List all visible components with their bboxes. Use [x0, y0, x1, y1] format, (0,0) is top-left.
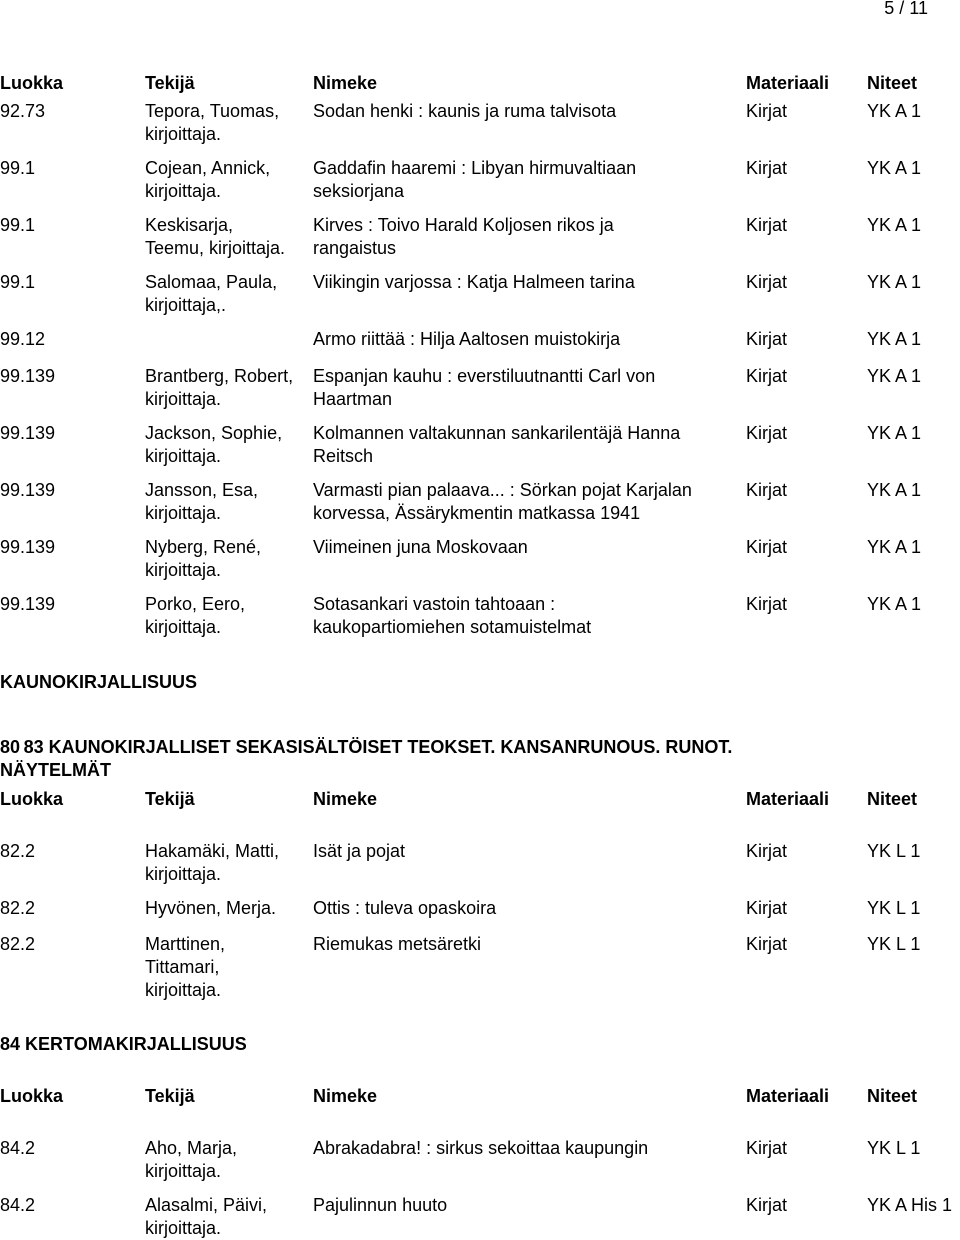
cell-nimeke-line: Isät ja pojat: [313, 841, 406, 861]
cell-niteet: YK L 1: [867, 841, 921, 861]
cell-nimeke: [313, 365, 655, 411]
header-materiaali: Materiaali: [746, 73, 830, 93]
cell-nimeke: [313, 328, 620, 351]
cell-nimeke: [313, 1194, 447, 1217]
cell-nimeke-line: Pajulinnun huuto: [313, 1195, 448, 1215]
cell-tekija-line: kirjoittaja,.: [145, 295, 227, 315]
header-niteet: Niteet: [867, 789, 918, 809]
cell-luokka: 82.2: [0, 841, 36, 861]
cell-tekija-line: Cojean, Annick,: [145, 158, 271, 178]
cell-niteet: YK A 1: [867, 101, 922, 121]
cell-luokka: 99.139: [0, 480, 56, 500]
cell-niteet: YK A His 1: [867, 1195, 953, 1215]
cell-nimeke: [313, 1137, 648, 1160]
cell-nimeke-line: Reitsch: [313, 446, 374, 466]
cell-nimeke-line: Espanjan kauhu : everstiluutnantti Carl von: [313, 366, 656, 386]
cell-tekija-line: Nyberg, René,: [145, 537, 262, 557]
cell-materiaali: Kirjat: [746, 537, 788, 557]
cell-nimeke-line: seksiorjana: [313, 181, 405, 201]
cell-nimeke-line: Kirves : Toivo Harald Koljosen rikos ja: [313, 215, 614, 235]
cell-nimeke-line: Ottis : tuleva opaskoira: [313, 898, 497, 918]
section-heading-84: 84 KERTOMAKIRJALLISUUS: [0, 1034, 247, 1054]
header-luokka: Luokka: [0, 1086, 64, 1106]
cell-tekija-line: Brantberg, Robert,: [145, 366, 294, 386]
cell-materiaali: Kirjat: [746, 329, 788, 349]
cell-luokka: 92.73: [0, 101, 46, 121]
cell-nimeke-line: Haartman: [313, 389, 393, 409]
cell-nimeke-line: korvessa, Ässärykmentin matkassa 1941: [313, 503, 641, 523]
cell-tekija-line: kirjoittaja.: [145, 980, 222, 1000]
cell-tekija: [145, 840, 279, 886]
cell-nimeke-line: Riemukas metsäretki: [313, 934, 482, 954]
cell-nimeke: [313, 933, 481, 956]
cell-niteet: YK A 1: [867, 480, 922, 500]
cell-materiaali: Kirjat: [746, 366, 788, 386]
cell-tekija-line: kirjoittaja.: [145, 124, 222, 144]
cell-tekija: [145, 365, 293, 411]
cell-tekija: [145, 1194, 267, 1240]
cell-niteet: YK A 1: [867, 158, 922, 178]
cell-materiaali: Kirjat: [746, 158, 788, 178]
header-luokka: Luokka: [0, 73, 64, 93]
header-tekija: Tekijä: [145, 789, 195, 809]
header-tekija: Tekijä: [145, 1086, 195, 1106]
cell-luokka: 99.139: [0, 594, 56, 614]
cell-tekija-line: Teemu, kirjoittaja.: [145, 238, 286, 258]
cell-materiaali: Kirjat: [746, 1138, 788, 1158]
cell-materiaali: Kirjat: [746, 101, 788, 121]
header-niteet: Niteet: [867, 73, 918, 93]
cell-niteet: YK A 1: [867, 423, 922, 443]
cell-nimeke: [313, 840, 405, 863]
cell-tekija-line: kirjoittaja.: [145, 181, 222, 201]
cell-tekija: [145, 897, 276, 920]
cell-tekija-line: Hyvönen, Merja.: [145, 898, 277, 918]
header-luokka: Luokka: [0, 789, 64, 809]
header-materiaali: Materiaali: [746, 1086, 830, 1106]
cell-nimeke-line: Kolmannen valtakunnan sankarilentäjä Hanna: [313, 423, 681, 443]
cell-nimeke-line: rangaistus: [313, 238, 397, 258]
cell-tekija-line: kirjoittaja.: [145, 446, 222, 466]
cell-niteet: YK A 1: [867, 366, 922, 386]
header-niteet: Niteet: [867, 1086, 918, 1106]
cell-luokka: 99.12: [0, 329, 46, 349]
cell-niteet: YK L 1: [867, 898, 921, 918]
cell-tekija: [145, 100, 279, 146]
cell-materiaali: Kirjat: [746, 594, 788, 614]
cell-luokka: 99.1: [0, 215, 36, 235]
cell-nimeke: [313, 422, 680, 468]
cell-nimeke-line: Viimeinen juna Moskovaan: [313, 537, 528, 557]
cell-tekija: [145, 271, 277, 317]
header-materiaali: Materiaali: [746, 789, 830, 809]
cell-luokka: 82.2: [0, 898, 36, 918]
cell-luokka: 99.1: [0, 272, 36, 292]
cell-materiaali: Kirjat: [746, 480, 788, 500]
cell-materiaali: Kirjat: [746, 1195, 788, 1215]
section-heading-kaunokirjallisuus: KAUNOKIRJALLISUUS: [0, 672, 198, 692]
cell-tekija: [145, 536, 261, 582]
section-heading-80-83: [0, 736, 732, 782]
cell-nimeke-line: Gaddafin haaremi : Libyan hirmuvaltiaan: [313, 158, 637, 178]
cell-nimeke: [313, 100, 616, 123]
cell-tekija-line: Hakamäki, Matti,: [145, 841, 280, 861]
cell-tekija-line: Keskisarja,: [145, 215, 234, 235]
header-nimeke: Nimeke: [313, 1086, 378, 1106]
cell-tekija-line: Tepora, Tuomas,: [145, 101, 280, 121]
cell-luokka: 84.2: [0, 1195, 36, 1215]
cell-tekija-line: kirjoittaja.: [145, 864, 222, 884]
cell-nimeke-line: Sotasankari vastoin tahtoaan :: [313, 594, 556, 614]
cell-materiaali: Kirjat: [746, 898, 788, 918]
cell-tekija-line: kirjoittaja.: [145, 560, 222, 580]
cell-tekija: [145, 214, 285, 260]
cell-tekija-line: Marttinen,: [145, 934, 226, 954]
cell-nimeke-line: Viikingin varjossa : Katja Halmeen tarina: [313, 272, 635, 292]
cell-materiaali: Kirjat: [746, 841, 788, 861]
cell-tekija-line: Aho, Marja,: [145, 1138, 238, 1158]
cell-nimeke-line: Armo riittää : Hilja Aaltosen muistokirja: [313, 329, 621, 349]
cell-nimeke: [313, 536, 528, 559]
cell-nimeke: [313, 271, 635, 294]
cell-nimeke-line: Varmasti pian palaava... : Sörkan pojat Karjalan: [313, 480, 692, 500]
cell-niteet: YK A 1: [867, 537, 922, 557]
cell-luokka: 84.2: [0, 1138, 36, 1158]
section-heading-line: 80 83 KAUNOKIRJALLISET SEKASISÄLTÖISET TEOKSET. KANSANRUNOUS. RUNOT.: [0, 737, 733, 757]
cell-niteet: YK L 1: [867, 1138, 921, 1158]
cell-tekija: [145, 157, 270, 203]
cell-niteet: YK A 1: [867, 272, 922, 292]
cell-nimeke-line: kaukopartiomiehen sotamuistelmat: [313, 617, 592, 637]
header-tekija: Tekijä: [145, 73, 195, 93]
cell-tekija-line: kirjoittaja.: [145, 617, 222, 637]
cell-tekija-line: Jackson, Sophie,: [145, 423, 283, 443]
cell-tekija-line: kirjoittaja.: [145, 1161, 222, 1181]
cell-tekija: [145, 479, 258, 525]
header-nimeke: Nimeke: [313, 73, 378, 93]
cell-tekija: [145, 1137, 237, 1183]
cell-nimeke: [313, 897, 496, 920]
cell-luokka: 99.139: [0, 423, 56, 443]
header-nimeke: Nimeke: [313, 789, 378, 809]
section-heading-line: NÄYTELMÄT: [0, 760, 111, 780]
cell-tekija-line: Tittamari,: [145, 957, 220, 977]
cell-materiaali: Kirjat: [746, 934, 788, 954]
cell-materiaali: Kirjat: [746, 423, 788, 443]
cell-tekija-line: Alasalmi, Päivi,: [145, 1195, 268, 1215]
cell-tekija-line: Salomaa, Paula,: [145, 272, 278, 292]
cell-luokka: 99.1: [0, 158, 36, 178]
cell-tekija-line: Porko, Eero,: [145, 594, 246, 614]
cell-luokka: 82.2: [0, 934, 36, 954]
cell-tekija: [145, 593, 245, 639]
cell-tekija-line: kirjoittaja.: [145, 503, 222, 523]
cell-nimeke-line: Sodan henki : kaunis ja ruma talvisota: [313, 101, 617, 121]
cell-tekija-line: kirjoittaja.: [145, 389, 222, 409]
cell-nimeke-line: Abrakadabra! : sirkus sekoittaa kaupungin: [313, 1138, 649, 1158]
cell-tekija-line: Jansson, Esa,: [145, 480, 259, 500]
cell-niteet: YK A 1: [867, 329, 922, 349]
page-number: 5 / 11: [884, 0, 928, 18]
cell-materiaali: Kirjat: [746, 272, 788, 292]
cell-nimeke: [313, 157, 636, 203]
cell-luokka: 99.139: [0, 537, 56, 557]
cell-materiaali: Kirjat: [746, 215, 788, 235]
cell-nimeke: [313, 593, 591, 639]
cell-luokka: 99.139: [0, 366, 56, 386]
cell-nimeke: [313, 479, 692, 525]
cell-niteet: YK A 1: [867, 215, 922, 235]
cell-nimeke: [313, 214, 614, 260]
cell-tekija: [145, 422, 282, 468]
cell-niteet: YK A 1: [867, 594, 922, 614]
cell-tekija: [145, 933, 225, 1002]
cell-niteet: YK L 1: [867, 934, 921, 954]
cell-tekija-line: kirjoittaja.: [145, 1218, 222, 1238]
